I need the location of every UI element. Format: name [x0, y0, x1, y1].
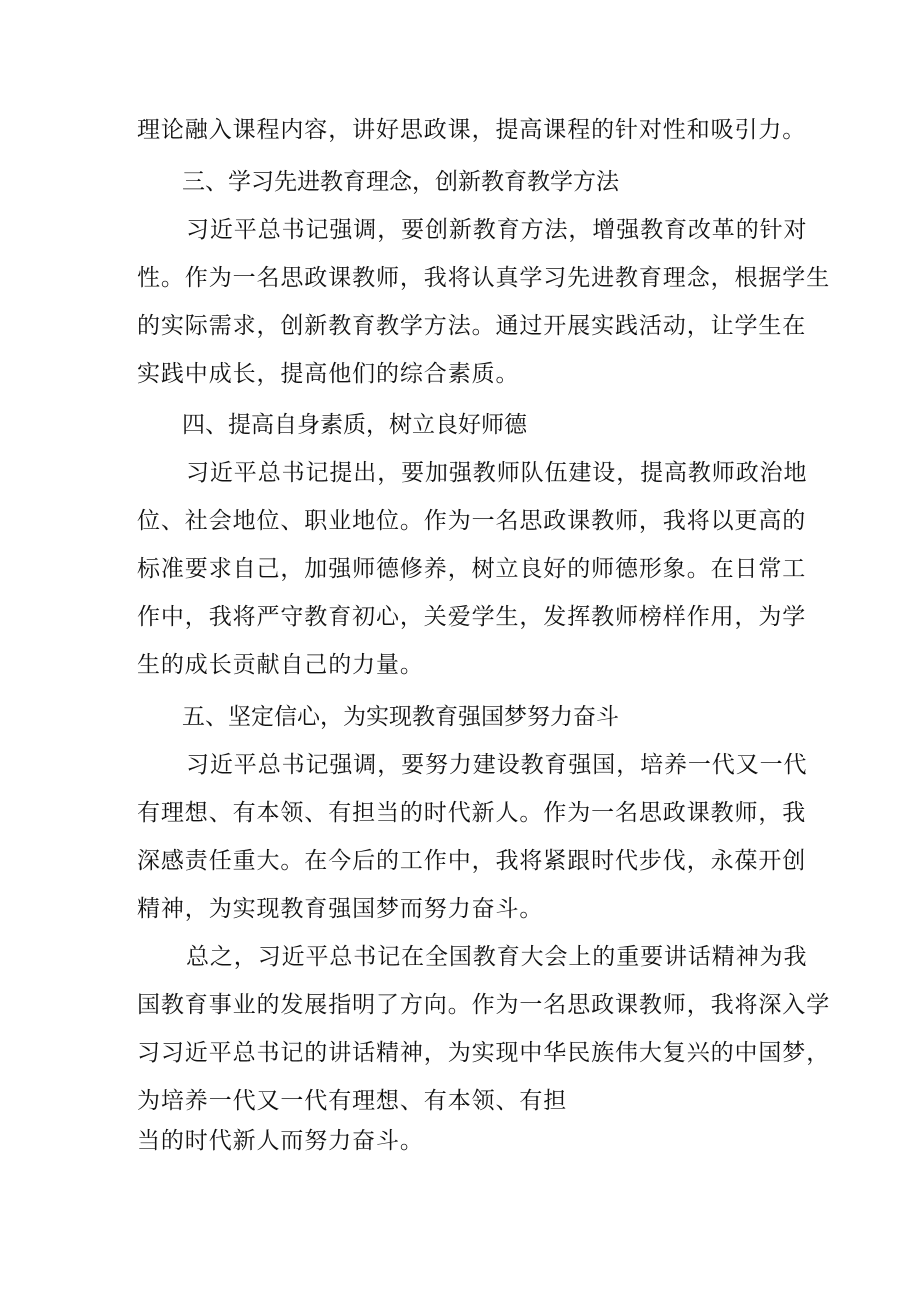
paragraph-line: 生的成长贡献自己的力量。	[137, 652, 424, 678]
paragraph-line: 作中，我将严守教育初心，关爱学生，发挥教师榜样作用，为学	[137, 604, 807, 630]
paragraph-line: 标准要求自己，加强师德修养，树立良好的师德形象。在日常工	[137, 556, 807, 582]
section-heading-5: 五、坚定信心，为实现教育强国梦努力奋斗	[182, 704, 619, 730]
section-heading-4: 四、提高自身素质，树立良好师德	[182, 412, 527, 438]
paragraph-line: 习近平总书记强调，要努力建设教育强国，培养一代又一代	[186, 752, 808, 778]
paragraph-line: 习近平总书记强调，要创新教育方法，增强教育改革的针对	[186, 217, 808, 243]
section-heading-3: 三、学习先进教育理念，创新教育教学方法	[182, 169, 619, 195]
paragraph-line: 习近平总书记提出，要加强教师队伍建设，提高教师政治地	[186, 460, 808, 486]
paragraph-line: 实践中成长，提高他们的综合素质。	[137, 361, 520, 387]
paragraph-line: 总之，习近平总书记在全国教育大会上的重要讲话精神为我	[186, 944, 808, 970]
paragraph-line: 国教育事业的发展指明了方向。作为一名思政课教师，我将深入学	[137, 992, 831, 1018]
paragraph-line: 为培养一代又一代有理想、有本领、有担	[137, 1088, 568, 1114]
paragraph-line: 性。作为一名思政课教师，我将认真学习先进教育理念，根据学生	[137, 265, 831, 291]
paragraph-line: 当的时代新人而努力奋斗。	[137, 1128, 424, 1154]
paragraph-line: 有理想、有本领、有担当的时代新人。作为一名思政课教师，我	[137, 800, 807, 826]
paragraph-line: 习习近平总书记的讲话精神，为实现中华民族伟大复兴的中国梦，	[137, 1040, 831, 1066]
paragraph-line: 深感责任重大。在今后的工作中，我将紧跟时代步伐，永葆开创	[137, 848, 807, 874]
paragraph-line: 位、社会地位、职业地位。作为一名思政课教师，我将以更高的	[137, 508, 807, 534]
paragraph-line: 的实际需求，创新教育教学方法。通过开展实践活动，让学生在	[137, 313, 807, 339]
paragraph-line: 精神，为实现教育强国梦而努力奋斗。	[137, 896, 544, 922]
paragraph-line: 理论融入课程内容，讲好思政课，提高课程的针对性和吸引力。	[137, 117, 807, 143]
